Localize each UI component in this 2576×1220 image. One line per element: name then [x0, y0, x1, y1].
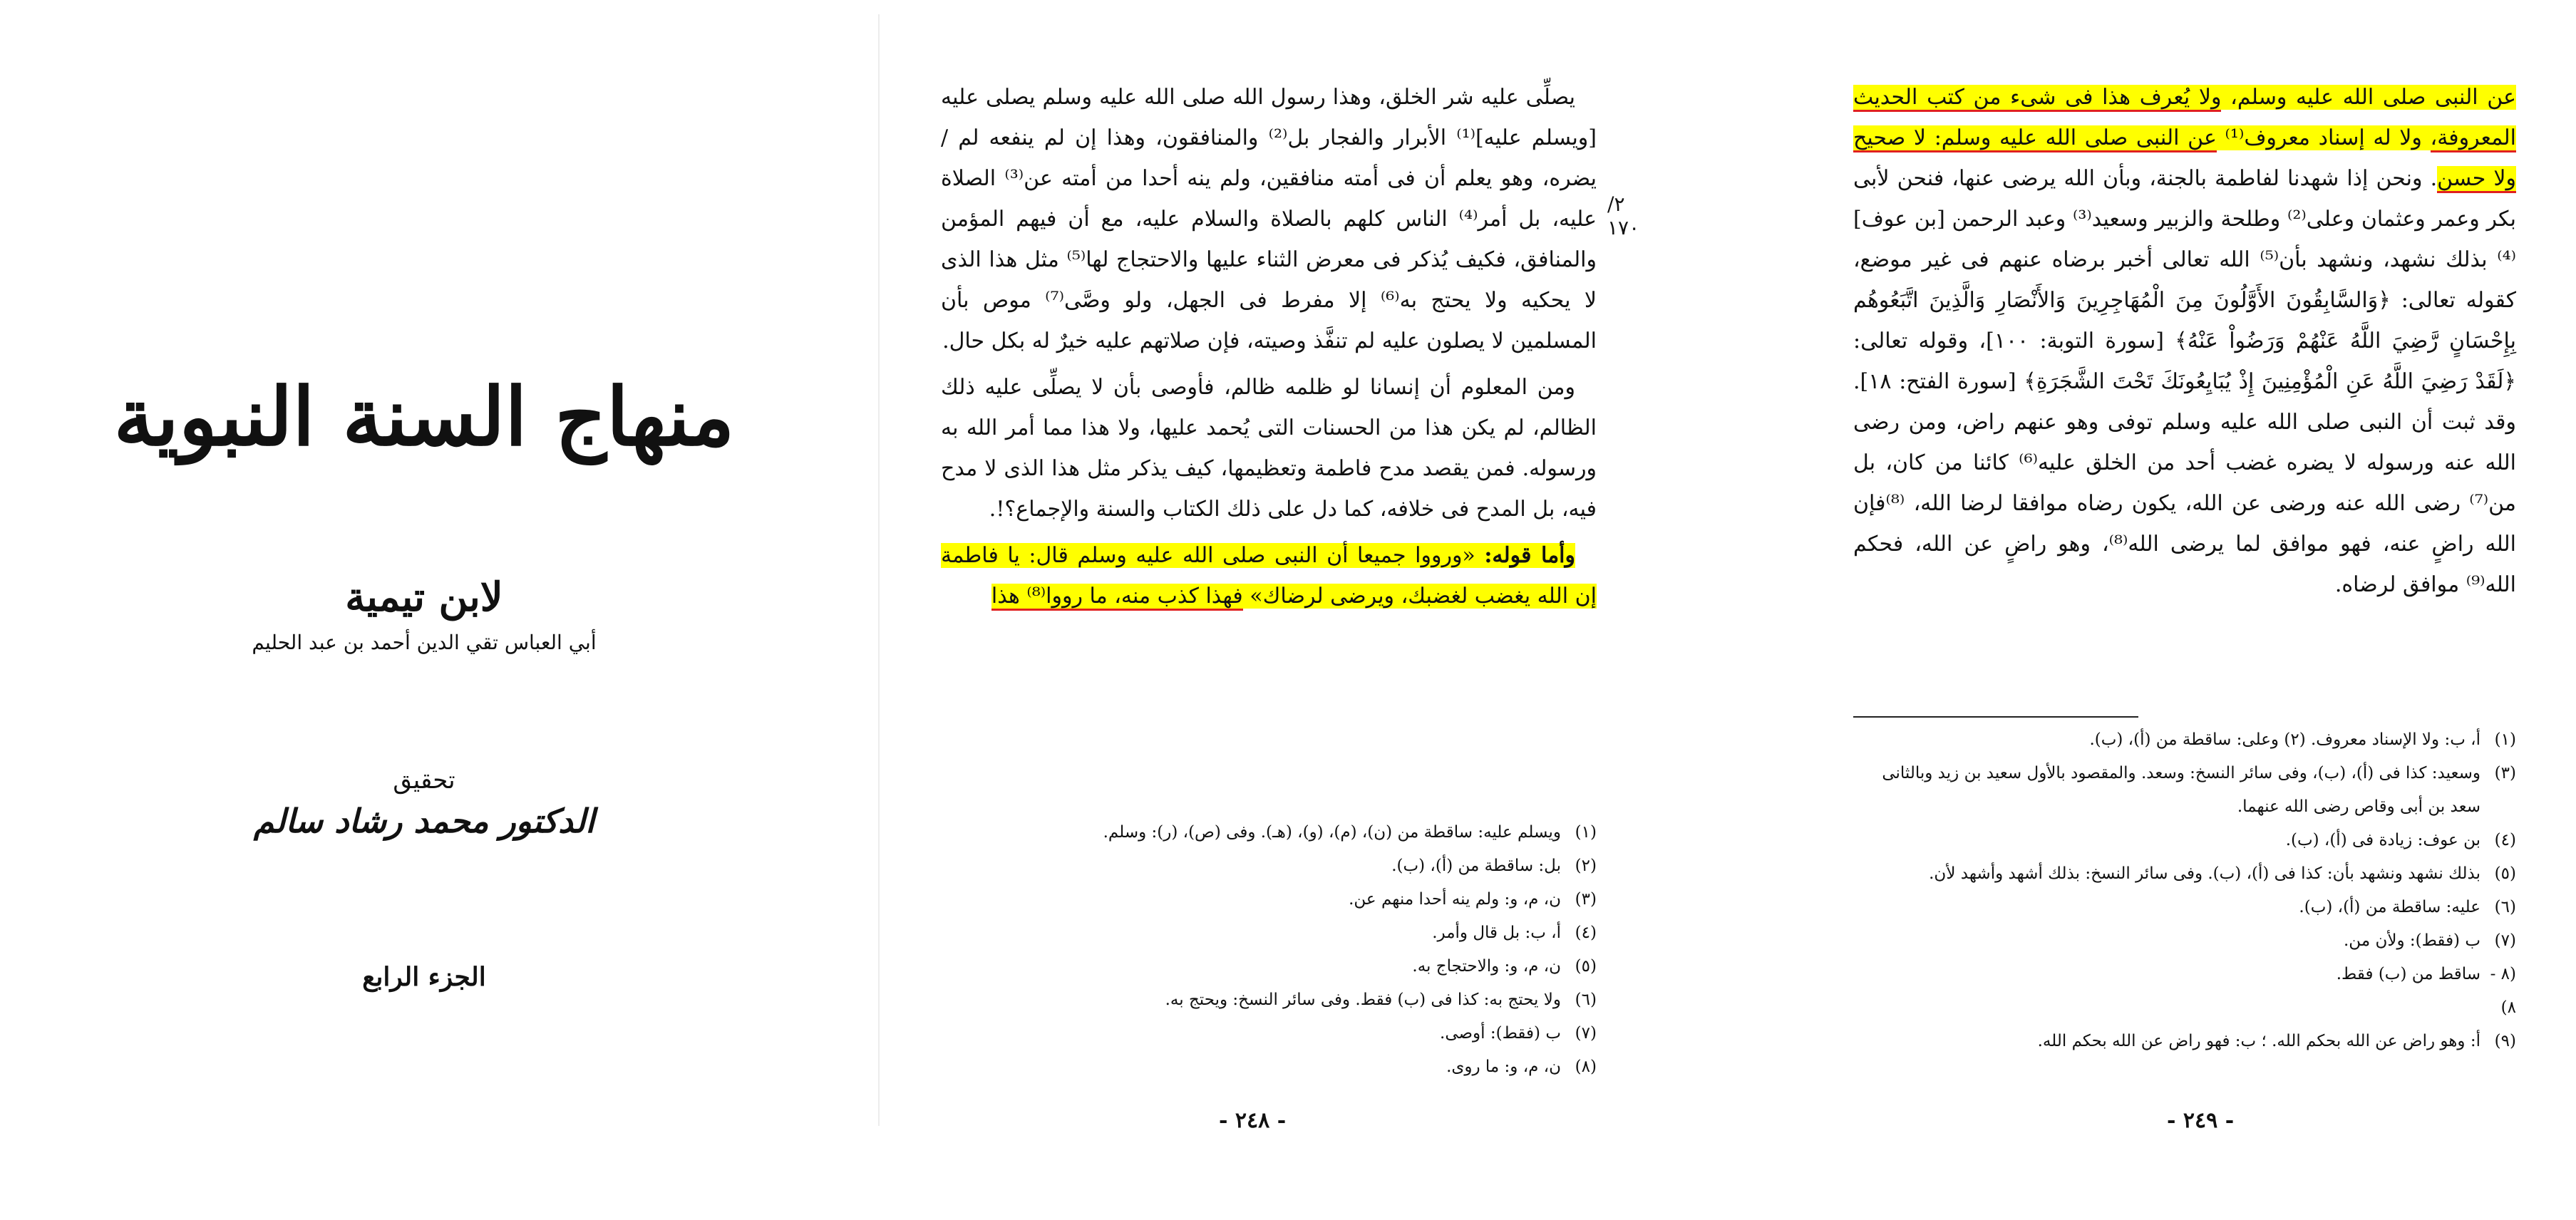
footnote: (٣) وسعيد: كذا فى (أ)، (ب)، وفى سائر النسخ: وسعد. والمقصود بالأول سعيد بن زيد وبالثانى سعد بن أبى وقاص رضى الله عنهما. [1882, 764, 2516, 816]
footnote: (٥) ن، م، و: والاحتجاج به. [1412, 957, 1597, 976]
paragraph: يصلِّى عليه شر الخلق، وهذا رسول الله صلى الله عليه وسلم يصلى عليه [ويسلم عليه]⁽¹⁾ الأبرار والفجار بل⁽²⁾ والمنافقون، وهذا إن لم ينفعه لم / يضره، وهو يعلم أن فى أمته منافقين، ولم ينه أحدا من أمته عن⁽³⁾ الصلاة عليه، بل أمر⁽⁴⁾ الناس كلهم بالصلاة والسلام عليه، مع أن فيهم المؤمن والمنافق، فكيف يُذكر فى معرض الثناء عليها والاحتجاج لها⁽⁵⁾ مثل هذا الذى لا يحكيه ولا يحتج به⁽⁶⁾ إلا مفرط فى الجهل، ولو وصَّى⁽⁷⁾ موص بأن المسلمين لا يصلون عليه لم تنفَّذ وصيته، فإن صلاتهم عليه خيرٌ له بكل حال. [941, 85, 1597, 353]
footnote: (٧) ب (فقط): أوصى. [1440, 1024, 1597, 1043]
cover-author-full-name: أبي العباس تقي الدين أحمد بن عبد الحليم [252, 631, 597, 654]
body-text: . ونحن إذا شهدنا لفاطمة بالجنة، وبأن الله يرضى عنها، فنحن لأبى بكر وعمر وعثمان وعلى⁽²⁾ وطلحة والزبير وسعيد⁽³⁾ وعبد الرحمن [بن عوف]⁽⁴⁾ بذلك نشهد، ونشهد بأن⁽⁵⁾ الله تعالى أخبر برضاه عنهم فى غير موضع، كقوله تعالى: ﴿وَالسَّابِقُونَ الأَوَّلُونَ مِنَ الْمُهَاجِرِينَ وَالأَنْصَارِ وَالَّذِينَ اتَّبَعُوهُم بِإِحْسَانٍ رَّضِيَ اللَّهُ عَنْهُمْ وَرَضُواْ عَنْهُ﴾ [سورة التوبة: ١٠٠]، وقوله تعالى: ﴿لَقَدْ رَضِيَ اللَّهُ عَنِ الْمُؤْمِنِينَ إِذْ يُبَايِعُونَكَ تَحْتَ الشَّجَرَةِ﴾ [سورة الفتح: ١٨]. وقد ثبت أن النبى صلى الله عليه وسلم توفى وهو عنهم راض، ومن رضى الله عنه ورسوله لا يضره غضب أحد من الخلق عليه⁽⁶⁾ كائنا من كان، بل من⁽⁷⁾ رضى الله عنه ورضى عن الله، يكون رضاه موافقا لرضا الله، ⁽⁸⁾فإن الله راضٍ عنه، فهو موافق لما يرضى الله⁽⁸⁾، وهو راضٍ عن الله، فحكم الله⁽⁹⁾ موافق لرضاه. [1853, 166, 2517, 597]
page-number: - ٢٤٩ - [2167, 1108, 2235, 1133]
highlighted-text: عن النبى صلى الله عليه وسلم، [2230, 85, 2516, 110]
page-248-footnotes [941, 816, 1597, 1084]
page-number: - ٢٤٨ - [1219, 1108, 1287, 1133]
footnote: (١) ويسلم عليه: ساقطة من (ن)، (م)، (و)، (هـ). وفى (ص)، (ر): وسلم. [1103, 823, 1597, 842]
footnote: (٤) أ، ب: بل قال وأمر. [1432, 924, 1597, 942]
footnote: (٨) ن، م، و: ما روى. [1446, 1058, 1597, 1076]
highlighted-bold-lead: وأما قوله: [1484, 543, 1575, 568]
footnote-separator [941, 805, 1597, 807]
footnote: (٤) بن عوف: زيادة فى (أ)، (ب). [2285, 831, 2516, 849]
page-248-body [941, 77, 1597, 622]
underlined-text: عن النبى صلى الله عليه وسلم: لا صحيح ولا حسن [1853, 125, 2516, 193]
cover-volume: الجزء الرابع [362, 962, 486, 992]
footnote: (١) أ، ب: ولا الإسناد معروف. (٢) وعلى: ساقطة من (أ)، (ب). [2089, 730, 2516, 749]
highlighted-text: ولا له إسناد معروف⁽¹⁾ [2225, 125, 2422, 150]
footnote: (٦) عليه: ساقطة من (أ)، (ب). [2299, 898, 2516, 916]
footnote: (٦) ولا يحتج به: كذا فى (ب) فقط. وفى سائر النسخ: ويحتج به. [1165, 991, 1597, 1009]
page-fold-divider [878, 14, 880, 1126]
cover-tahqiq-label: تحقيق [393, 766, 455, 795]
footnote: (٢) بل: ساقطة من (أ)، (ب). [1391, 857, 1597, 875]
footnote: (٨ - ٨) ساقط من (ب) فقط. [2336, 965, 2516, 1017]
cover-page [0, 0, 848, 1220]
highlighted-paragraph [941, 535, 1597, 616]
footnote: (٥) بذلك نشهد ونشهد بأن: كذا فى (أ)، (ب). وفى سائر النسخ: بذلك أشهد وأشهد لأن. [1929, 864, 2516, 883]
page-249-footnotes [1853, 723, 2516, 1058]
footnote: (٩) أ: وهو راض عن الله بحكم الله. ؛ ب: فهو راض عن الله بحكم الله. [2037, 1032, 2516, 1050]
underlined-text: ولا يُعرف هذا فى شىء من كتب الحديث المعروفة، [1853, 85, 2516, 152]
underlined-text: فهذا كذب منه، ما رووا⁽⁸⁾ هذا [991, 584, 1243, 611]
margin-reference: ٢/ ١٧٠ [1607, 192, 1640, 239]
footnote: (٧) ب (فقط): ولأن من. [2344, 931, 2516, 950]
page-249-body [1853, 77, 2516, 611]
cover-editor: الدكتور محمد رشاد سالم [253, 802, 595, 840]
paragraph [1853, 77, 2516, 605]
footnote-separator [1853, 716, 2138, 718]
page-248 [884, 0, 1654, 1220]
cover-author: لابن تيمية [345, 574, 503, 621]
footnote: (٣) ن، م، و: ولم ينه أحدا منهم عن. [1349, 890, 1597, 909]
page-249 [1825, 0, 2573, 1220]
paragraph: ومن المعلوم أن إنسانا لو ظلمه ظالم، فأوصى بأن لا يصلِّى عليه ذلك الظالم، لم يكن هذا من الحسنات التى يُحمد عليها، ولا هذا مما أمر الله به ورسوله. فمن يقصد مدح فاطمة وتعظيمها، كيف يذكر مثل هذا الذى لا مدح فيه، بل المدح فى خلافه، كما دل على ذلك الكتاب والسنة والإجماع؟!. [941, 375, 1597, 522]
cover-title: منهاج السنة النبوية [113, 371, 735, 464]
highlighted-quote: «ورووا جميعا أن النبى صلى الله عليه وسلم قال: يا فاطمة إن الله يغضب لغضبك، ويرضى لرضاك» [941, 543, 1597, 609]
